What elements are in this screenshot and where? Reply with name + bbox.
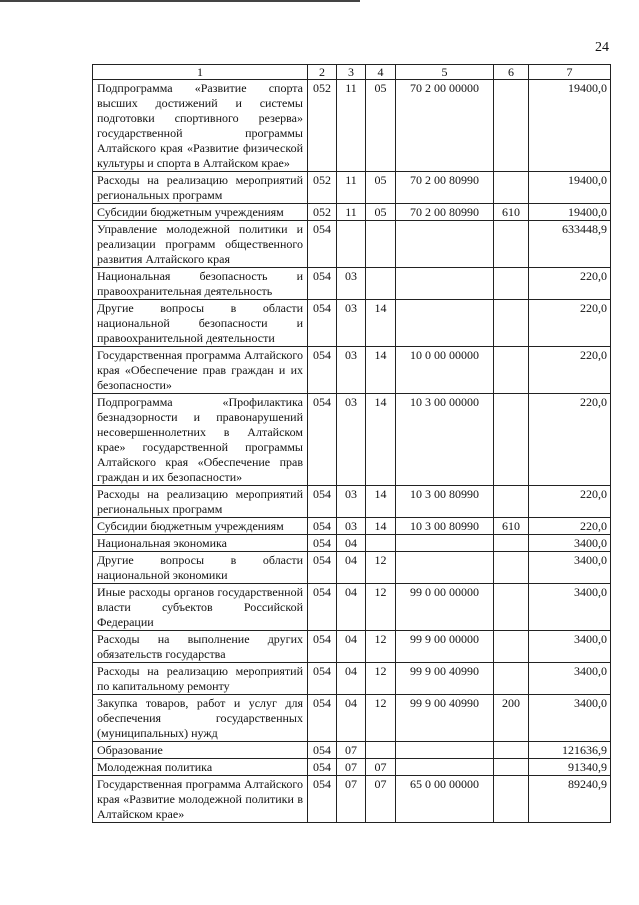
row-code-expense-type-cell	[494, 759, 529, 776]
row-name-cell: Образование	[93, 742, 308, 759]
table-row	[93, 300, 611, 347]
row-name-cell: Закупка товаров, работ и услуг для обеспечения государственных (муниципальных) нужд	[93, 695, 308, 742]
row-name-cell: Национальная экономика	[93, 535, 308, 552]
row-amount-cell: 220,0	[529, 300, 611, 347]
row-code-subsection-cell: 05	[366, 80, 396, 172]
row-code-target-cell	[396, 535, 494, 552]
row-code-section-cell: 03	[337, 347, 366, 394]
row-name-cell: Национальная безопасность и правоохранительная деятельность	[93, 268, 308, 300]
top-rule	[0, 0, 360, 2]
budget-table	[92, 64, 611, 823]
row-code-section-cell	[337, 221, 366, 268]
row-code-target-cell: 10 3 00 80990	[396, 518, 494, 535]
row-code-target-cell: 70 2 00 80990	[396, 172, 494, 204]
row-code-ministry-cell: 054	[308, 221, 337, 268]
row-code-target-cell: 70 2 00 80990	[396, 204, 494, 221]
row-code-section-cell: 03	[337, 394, 366, 486]
header-cell-1: 1	[93, 65, 308, 80]
row-code-section-cell: 04	[337, 695, 366, 742]
row-code-subsection-cell: 12	[366, 584, 396, 631]
row-amount-cell: 220,0	[529, 347, 611, 394]
row-name-cell: Подпрограмма «Развитие спорта высших достижений и системы подготовки спортивного резерва» государственной программы Алтайского края «Развитие физической культуры и спорта в Алтайском крае»	[93, 80, 308, 172]
table-row	[93, 759, 611, 776]
table-header-row	[93, 65, 611, 80]
table-row	[93, 776, 611, 823]
row-code-section-cell: 03	[337, 518, 366, 535]
row-amount-cell: 3400,0	[529, 552, 611, 584]
table-row	[93, 663, 611, 695]
row-name-cell: Расходы на реализацию мероприятий региональных программ	[93, 486, 308, 518]
row-amount-cell: 89240,9	[529, 776, 611, 823]
row-code-subsection-cell	[366, 268, 396, 300]
row-code-section-cell: 04	[337, 663, 366, 695]
row-code-ministry-cell: 054	[308, 584, 337, 631]
row-amount-cell: 220,0	[529, 268, 611, 300]
row-code-ministry-cell: 054	[308, 394, 337, 486]
row-code-subsection-cell: 14	[366, 347, 396, 394]
row-code-target-cell	[396, 552, 494, 584]
row-amount-cell: 19400,0	[529, 204, 611, 221]
row-amount-cell: 3400,0	[529, 695, 611, 742]
row-code-ministry-cell: 054	[308, 759, 337, 776]
row-code-target-cell	[396, 300, 494, 347]
row-code-section-cell: 07	[337, 742, 366, 759]
row-code-subsection-cell: 14	[366, 394, 396, 486]
row-name-cell: Государственная программа Алтайского края «Обеспечение прав граждан и их безопасности»	[93, 347, 308, 394]
table-row	[93, 552, 611, 584]
table-row	[93, 347, 611, 394]
row-code-section-cell: 07	[337, 759, 366, 776]
row-code-expense-type-cell: 610	[494, 204, 529, 221]
row-code-expense-type-cell: 610	[494, 518, 529, 535]
row-code-ministry-cell: 054	[308, 776, 337, 823]
row-code-ministry-cell: 054	[308, 695, 337, 742]
row-code-target-cell: 99 9 00 40990	[396, 695, 494, 742]
row-name-cell: Управление молодежной политики и реализации программ общественного развития Алтайского края	[93, 221, 308, 268]
row-amount-cell: 633448,9	[529, 221, 611, 268]
row-code-target-cell: 10 3 00 00000	[396, 394, 494, 486]
header-cell-2: 2	[308, 65, 337, 80]
header-cell-7: 7	[529, 65, 611, 80]
row-name-cell: Другие вопросы в области национальной экономики	[93, 552, 308, 584]
row-code-subsection-cell: 14	[366, 518, 396, 535]
row-code-ministry-cell: 054	[308, 518, 337, 535]
row-name-cell: Молодежная политика	[93, 759, 308, 776]
row-code-section-cell: 04	[337, 552, 366, 584]
row-code-target-cell: 10 3 00 80990	[396, 486, 494, 518]
row-amount-cell: 3400,0	[529, 535, 611, 552]
row-code-ministry-cell: 054	[308, 486, 337, 518]
row-code-target-cell	[396, 268, 494, 300]
row-code-section-cell: 11	[337, 204, 366, 221]
row-code-section-cell: 04	[337, 584, 366, 631]
row-name-cell: Расходы на реализацию мероприятий региональных программ	[93, 172, 308, 204]
row-code-expense-type-cell	[494, 80, 529, 172]
row-code-expense-type-cell	[494, 631, 529, 663]
row-code-subsection-cell: 12	[366, 631, 396, 663]
row-code-section-cell: 04	[337, 535, 366, 552]
row-code-expense-type-cell	[494, 394, 529, 486]
row-code-subsection-cell: 07	[366, 776, 396, 823]
row-code-expense-type-cell	[494, 535, 529, 552]
row-code-section-cell: 03	[337, 268, 366, 300]
row-code-subsection-cell: 12	[366, 552, 396, 584]
row-code-ministry-cell: 054	[308, 552, 337, 584]
row-code-subsection-cell: 14	[366, 300, 396, 347]
row-code-expense-type-cell: 200	[494, 695, 529, 742]
row-amount-cell: 3400,0	[529, 663, 611, 695]
row-code-section-cell: 03	[337, 486, 366, 518]
row-code-subsection-cell: 12	[366, 695, 396, 742]
row-name-cell: Другие вопросы в области национальной безопасности и правоохранительной деятельности	[93, 300, 308, 347]
row-code-expense-type-cell	[494, 347, 529, 394]
row-code-expense-type-cell	[494, 552, 529, 584]
table-row	[93, 172, 611, 204]
row-code-section-cell: 04	[337, 631, 366, 663]
row-amount-cell: 121636,9	[529, 742, 611, 759]
row-code-subsection-cell: 07	[366, 759, 396, 776]
row-code-expense-type-cell	[494, 584, 529, 631]
row-code-subsection-cell: 05	[366, 172, 396, 204]
row-code-target-cell: 99 0 00 00000	[396, 584, 494, 631]
table-row	[93, 204, 611, 221]
page-number: 24	[595, 40, 609, 55]
table-row	[93, 584, 611, 631]
row-code-expense-type-cell	[494, 268, 529, 300]
row-amount-cell: 220,0	[529, 486, 611, 518]
row-code-subsection-cell	[366, 742, 396, 759]
table-row	[93, 486, 611, 518]
row-amount-cell: 19400,0	[529, 80, 611, 172]
row-amount-cell: 220,0	[529, 518, 611, 535]
row-amount-cell: 91340,9	[529, 759, 611, 776]
row-code-ministry-cell: 054	[308, 268, 337, 300]
table-row	[93, 695, 611, 742]
row-code-target-cell: 70 2 00 00000	[396, 80, 494, 172]
row-amount-cell: 3400,0	[529, 584, 611, 631]
table-row	[93, 631, 611, 663]
header-cell-6: 6	[494, 65, 529, 80]
table-row	[93, 221, 611, 268]
row-code-subsection-cell	[366, 221, 396, 268]
row-code-ministry-cell: 054	[308, 663, 337, 695]
table-row	[93, 518, 611, 535]
row-code-section-cell: 11	[337, 80, 366, 172]
row-code-subsection-cell	[366, 535, 396, 552]
table-row	[93, 535, 611, 552]
row-code-expense-type-cell	[494, 663, 529, 695]
row-code-section-cell: 11	[337, 172, 366, 204]
row-code-section-cell: 07	[337, 776, 366, 823]
row-code-target-cell	[396, 221, 494, 268]
row-code-subsection-cell: 05	[366, 204, 396, 221]
table-row	[93, 80, 611, 172]
row-code-ministry-cell: 054	[308, 347, 337, 394]
row-code-section-cell: 03	[337, 300, 366, 347]
row-name-cell: Государственная программа Алтайского края «Развитие молодежной политики в Алтайском крае»	[93, 776, 308, 823]
row-name-cell: Субсидии бюджетным учреждениям	[93, 204, 308, 221]
row-code-target-cell	[396, 742, 494, 759]
row-code-target-cell: 99 9 00 40990	[396, 663, 494, 695]
row-code-ministry-cell: 054	[308, 742, 337, 759]
row-name-cell: Расходы на реализацию мероприятий по капитальному ремонту	[93, 663, 308, 695]
row-code-ministry-cell: 054	[308, 631, 337, 663]
row-code-expense-type-cell	[494, 172, 529, 204]
row-amount-cell: 3400,0	[529, 631, 611, 663]
row-code-subsection-cell: 12	[366, 663, 396, 695]
row-code-ministry-cell: 054	[308, 535, 337, 552]
header-cell-3: 3	[337, 65, 366, 80]
row-code-target-cell: 65 0 00 00000	[396, 776, 494, 823]
row-amount-cell: 19400,0	[529, 172, 611, 204]
header-cell-5: 5	[396, 65, 494, 80]
row-code-target-cell: 99 9 00 00000	[396, 631, 494, 663]
table-row	[93, 268, 611, 300]
row-code-ministry-cell: 052	[308, 80, 337, 172]
header-cell-4: 4	[366, 65, 396, 80]
row-code-expense-type-cell	[494, 742, 529, 759]
row-name-cell: Субсидии бюджетным учреждениям	[93, 518, 308, 535]
row-name-cell: Подпрограмма «Профилактика безнадзорности и правонарушений несовершеннолетних в Алтайском крае» государственной программы Алтайского края «Обеспечение прав граждан и их безопасности»	[93, 394, 308, 486]
table-row	[93, 742, 611, 759]
row-code-ministry-cell: 052	[308, 204, 337, 221]
row-code-ministry-cell: 052	[308, 172, 337, 204]
row-code-expense-type-cell	[494, 486, 529, 518]
row-name-cell: Расходы на выполнение других обязательств государства	[93, 631, 308, 663]
row-code-target-cell: 10 0 00 00000	[396, 347, 494, 394]
row-name-cell: Иные расходы органов государственной власти субъектов Российской Федерации	[93, 584, 308, 631]
row-code-expense-type-cell	[494, 300, 529, 347]
row-code-expense-type-cell	[494, 776, 529, 823]
row-code-ministry-cell: 054	[308, 300, 337, 347]
row-code-subsection-cell: 14	[366, 486, 396, 518]
row-code-target-cell	[396, 759, 494, 776]
row-amount-cell: 220,0	[529, 394, 611, 486]
table-row	[93, 394, 611, 486]
row-code-expense-type-cell	[494, 221, 529, 268]
